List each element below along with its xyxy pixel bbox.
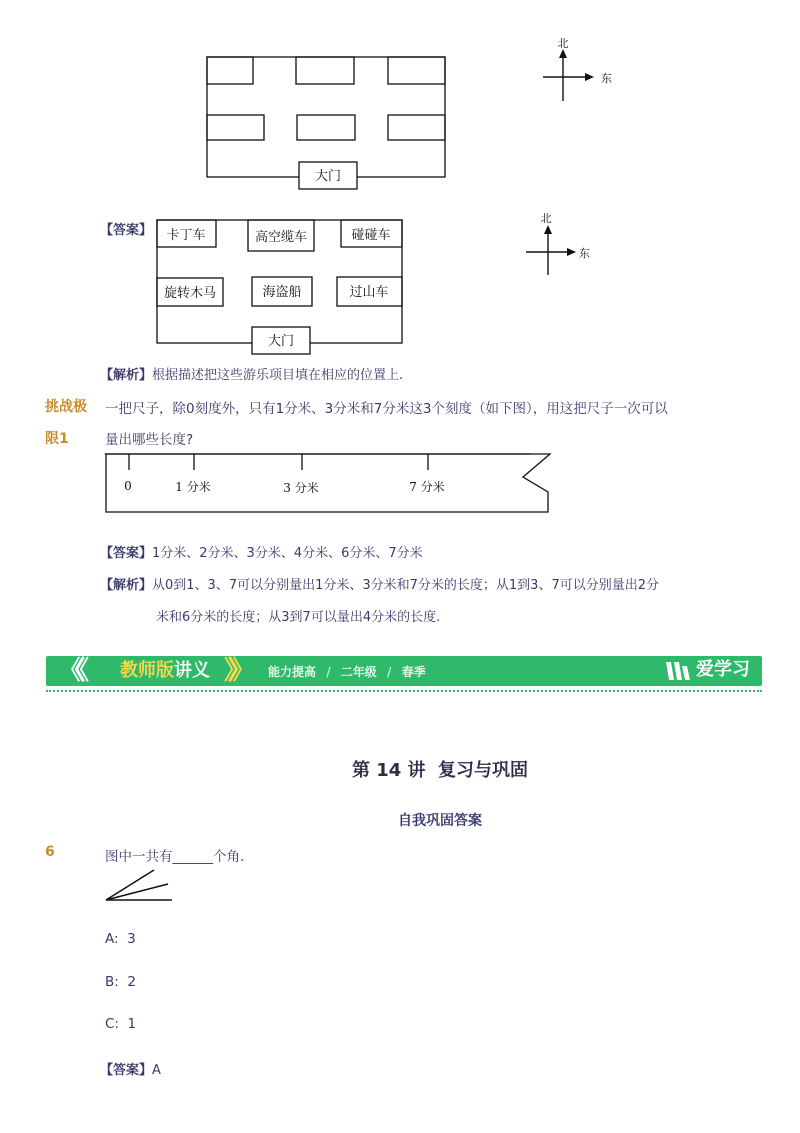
banner-title-sub: 讲义 (174, 660, 210, 681)
analysis-text-cont: 米和6分米的长度；从3到7可以量出4分米的长度. (156, 610, 441, 625)
banner-title-main: 教师版 (120, 660, 174, 681)
challenge-analysis (100, 574, 659, 593)
challenge-question: 量出哪些长度? (105, 432, 194, 448)
slot (388, 115, 445, 140)
chevron-right-icon: 》》 (224, 656, 248, 686)
angle-figure (100, 864, 180, 906)
slot (207, 57, 253, 84)
question-text: 图中一共有______个角. (105, 849, 245, 865)
analysis-tag: 【解析】 (100, 368, 153, 383)
ride-label: 碰碰车 (351, 228, 391, 243)
challenge-label: 挑战极 (45, 399, 87, 415)
slot (297, 115, 355, 140)
answer-tag: 【答案】 (100, 546, 153, 561)
breadcrumb-item: 春季 (401, 665, 426, 679)
challenge-label: 限1 (45, 431, 69, 447)
gate-label: 大门 (314, 169, 342, 184)
ride-label: 高空缆车 (254, 230, 308, 245)
option-a[interactable]: A: 3 (105, 931, 136, 947)
lecture-title: 第 14 讲 复习与巩固 (351, 760, 529, 781)
east-label: 东 (601, 72, 612, 85)
breadcrumb-item: 二年级 (340, 665, 377, 679)
ride-label: 过山车 (349, 285, 389, 300)
brand-name: 爱学习 (696, 659, 750, 680)
park-map-answer (150, 213, 410, 358)
challenge-answer (100, 542, 423, 561)
analysis-row (100, 364, 403, 383)
park-map-blank (200, 50, 460, 195)
breadcrumb-item: 能力提高 (268, 665, 317, 679)
answer-tag: 【答案】 (100, 223, 153, 238)
lecture-answer (100, 1059, 161, 1078)
option-b[interactable]: B: 2 (105, 974, 136, 990)
option-c[interactable]: C: 1 (105, 1016, 137, 1032)
chevron-left-icon: 《《 (58, 656, 82, 686)
slot (207, 115, 264, 140)
breadcrumb (268, 663, 426, 680)
analysis-tag: 【解析】 (100, 578, 153, 593)
challenge-question: 一把尺子，除0刻度外，只有1分米、3分米和7分米这3个刻度（如下图），用这把尺子一次可以 (105, 401, 668, 417)
banner-divider (46, 690, 762, 692)
breadcrumb-sep: / (386, 665, 392, 679)
breadcrumb-sep: / (326, 665, 331, 679)
compass-1 (535, 35, 625, 110)
question-number: 6 (45, 844, 55, 860)
lecture-subtitle: 自我巩固答案 (398, 813, 482, 829)
north-label: 北 (540, 212, 552, 225)
ride-label: 卡丁车 (166, 228, 206, 243)
gate-label: 大门 (267, 334, 295, 349)
tick-label: 0 (124, 479, 132, 493)
analysis-text: 根据描述把这些游乐项目填在相应的位置上. (152, 368, 404, 383)
analysis-text: 从0到1、3、7可以分别量出1分米、3分米和7分米的长度；从1到3、7可以分别量出2分 (152, 578, 659, 593)
ride-label: 旋转木马 (163, 286, 217, 301)
compass-2 (520, 205, 610, 280)
slot (296, 57, 354, 84)
brand-logo-icon (664, 660, 694, 682)
answer-text: A (152, 1063, 161, 1078)
slot (388, 57, 445, 84)
section-banner (46, 656, 762, 686)
banner-title (120, 660, 210, 682)
north-label: 北 (557, 37, 569, 50)
ruler-diagram (100, 450, 560, 520)
answer-tag: 【答案】 (100, 1063, 153, 1078)
tick-label: 1 分米 (175, 480, 211, 494)
tick-label: 3 分米 (283, 481, 319, 495)
east-label: 东 (579, 247, 590, 260)
tick-label: 7 分米 (409, 480, 445, 494)
ride-label: 海盗船 (262, 285, 302, 300)
answer-text: 1分米、2分米、3分米、4分米、6分米、7分米 (152, 546, 423, 561)
